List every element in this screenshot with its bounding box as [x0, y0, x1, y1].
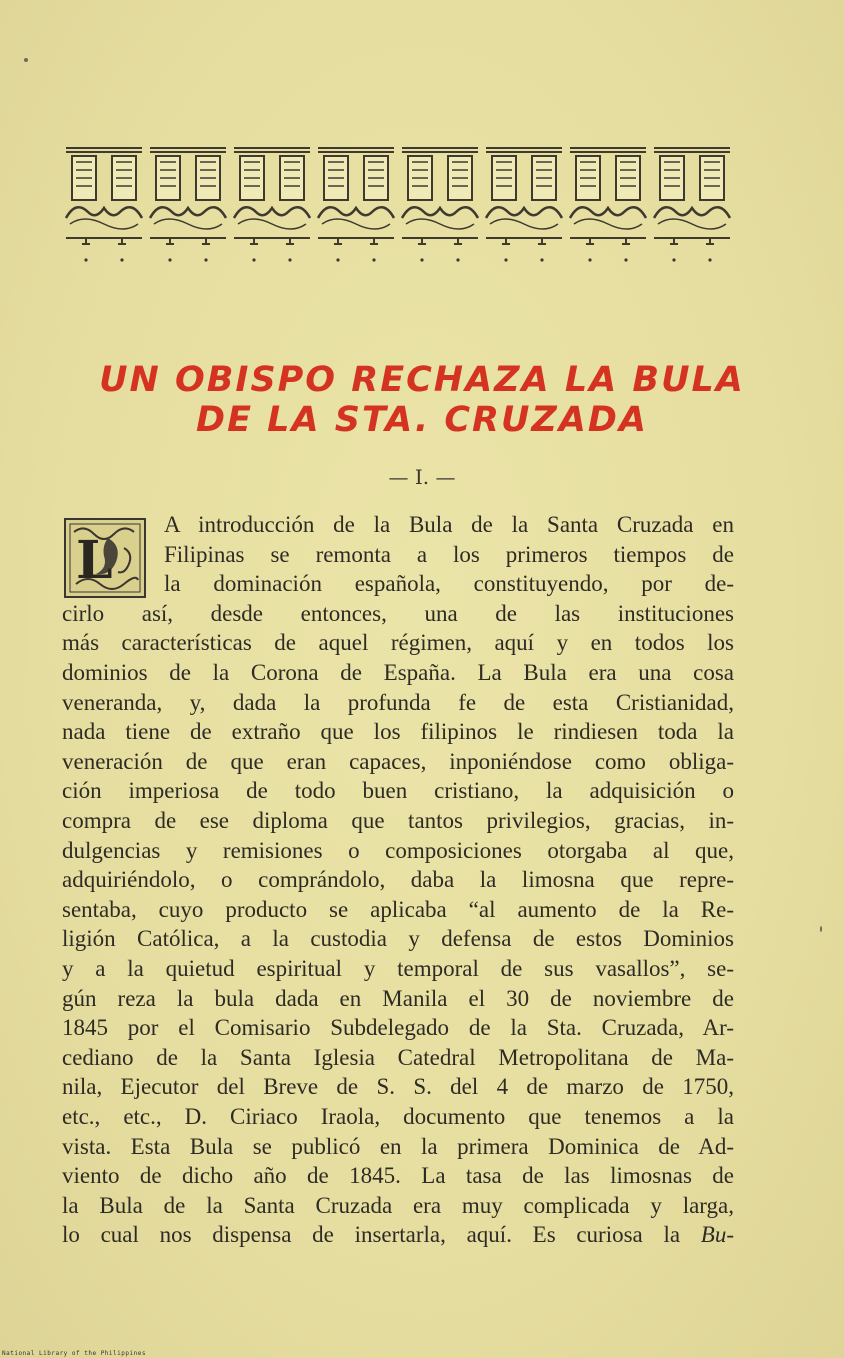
body-line: y a la quietud espiritual y temporal de sus vasallos”, se-	[62, 956, 734, 981]
body-line: viento de dicho año de 1845. La tasa de las limosnas de	[62, 1163, 734, 1189]
ornament-motif	[486, 207, 562, 218]
dropcap-letter: L	[76, 530, 113, 591]
ornament-motif	[318, 148, 394, 152]
body-line: cediano de la Santa Iglesia Catedral Metropolitana de Ma-	[62, 1044, 734, 1070]
body-line: gún reza la bula dada en Manila el 30 de noviembre de	[62, 985, 734, 1011]
body-line: nila, Ejecutor del Breve de S. S. del 4 de marzo de 1750,	[62, 1074, 734, 1100]
ornament-motif	[238, 219, 306, 229]
body-line	[62, 1220, 734, 1250]
ornament-motif	[490, 219, 558, 229]
ornament-motif	[570, 148, 646, 152]
ornament-motif	[150, 148, 226, 152]
ornament-motif	[150, 207, 226, 218]
header-ornament	[62, 140, 738, 272]
body-line: adquiriéndolo, o comprándolo, daba la limosna que repre-	[62, 867, 734, 893]
ornament-motif	[588, 258, 591, 261]
section-number: — I. —	[388, 465, 456, 489]
body-line: nada tiene de extraño que los filipinos le rindiesen toda la	[62, 719, 734, 745]
ornament-motif	[336, 258, 339, 261]
ornament-motif	[234, 207, 310, 218]
paper-speck	[24, 58, 28, 62]
ornament-motif	[654, 238, 730, 244]
body-line: dominios de la Corona de España. La Bula era una cosa	[62, 660, 734, 685]
body-line: Filipinas se remonta a los primeros tiempos de	[164, 541, 734, 567]
ornament-motif	[70, 219, 138, 229]
ornament-motif	[672, 258, 675, 261]
body-line: veneración de que eran capaces, inponiéndose como obliga-	[62, 748, 734, 774]
body-line: la Bula de la Santa Cruzada era muy complicada y larga,	[62, 1192, 734, 1218]
ornament-motif	[456, 258, 459, 261]
ornament-motif	[570, 238, 646, 244]
ornament-motif	[318, 238, 394, 244]
chapter-title-line-1: UN OBISPO RECHAZA LA BULA	[99, 360, 745, 400]
ornament-motif	[402, 148, 478, 152]
ornament-motif	[420, 258, 423, 261]
ornament-motif	[204, 258, 207, 261]
ornament-motif	[150, 238, 226, 244]
ornament-motif	[486, 238, 562, 244]
library-footer: National Library of the Philippines	[2, 1350, 146, 1357]
ornament-motif	[322, 219, 390, 229]
ornament-motif	[288, 258, 291, 261]
body-line: compra de ese diploma que tantos privilegios, gracias, in-	[62, 808, 734, 833]
ornament-motif	[402, 207, 478, 218]
body-line: sentaba, cuyo producto se aplicaba “al aumento de la Re-	[62, 896, 734, 922]
body-line: A introducción de la Bula de la Santa Cruzada en	[164, 512, 734, 537]
ornament-motif	[654, 148, 730, 152]
ornament-motif	[486, 148, 562, 152]
body-line: veneranda, y, dada la profunda fe de esta Cristianidad,	[62, 689, 734, 715]
body-line: la dominación española, constituyendo, por de-	[164, 571, 734, 597]
ornament-motif	[372, 258, 375, 261]
ornament-motif	[168, 258, 171, 261]
ornament-motif	[406, 219, 474, 229]
body-line: dulgencias y remisiones o composiciones otorgaba al que,	[62, 837, 734, 863]
ornament-motif	[84, 258, 87, 261]
paper-speck	[820, 926, 822, 932]
ornament-motif	[402, 238, 478, 244]
dropcap-ornament	[64, 518, 146, 598]
ornament-motif	[708, 258, 711, 261]
ornament-motif	[658, 219, 726, 229]
ornament-motif	[574, 219, 642, 229]
ornament-motif	[66, 148, 142, 152]
ornament-motif	[318, 207, 394, 218]
body-line: vista. Esta Bula se publicó en la primera Dominica de Ad-	[62, 1133, 734, 1159]
ornament-motif	[66, 207, 142, 218]
ornament-motif	[654, 207, 730, 218]
body-line: ligión Católica, a la custodia y defensa de estos Dominios	[62, 926, 734, 952]
italic-continuation: Bu-	[700, 1222, 734, 1248]
ornament-motif	[66, 238, 142, 244]
ornament-motif	[540, 258, 543, 261]
ornament-motif	[624, 258, 627, 261]
body-line: cirlo así, desde entonces, una de las instituciones	[62, 600, 734, 626]
body-line-text: lo cual nos dispensa de insertarla, aquí. Es curiosa la	[62, 1222, 701, 1248]
ornament-motif	[234, 148, 310, 152]
ornament-motif	[504, 258, 507, 261]
ornament-motif	[570, 207, 646, 218]
body-line: etc., etc., D. Ciriaco Iraola, documento que tenemos a la	[62, 1104, 734, 1129]
body-line: más características de aquel régimen, aquí y en todos los	[62, 630, 734, 656]
body-line: 1845 por el Comisario Subdelegado de la Sta. Cruzada, Ar-	[62, 1015, 734, 1041]
ornament-motif	[120, 258, 123, 261]
ornament-motif	[252, 258, 255, 261]
ornament-motif	[234, 238, 310, 244]
body-line: ción imperiosa de todo buen cristiano, la adquisición o	[62, 778, 734, 804]
ornament-motif	[154, 219, 222, 229]
chapter-title-line-2: DE LA STA. CRUZADA	[196, 400, 648, 440]
